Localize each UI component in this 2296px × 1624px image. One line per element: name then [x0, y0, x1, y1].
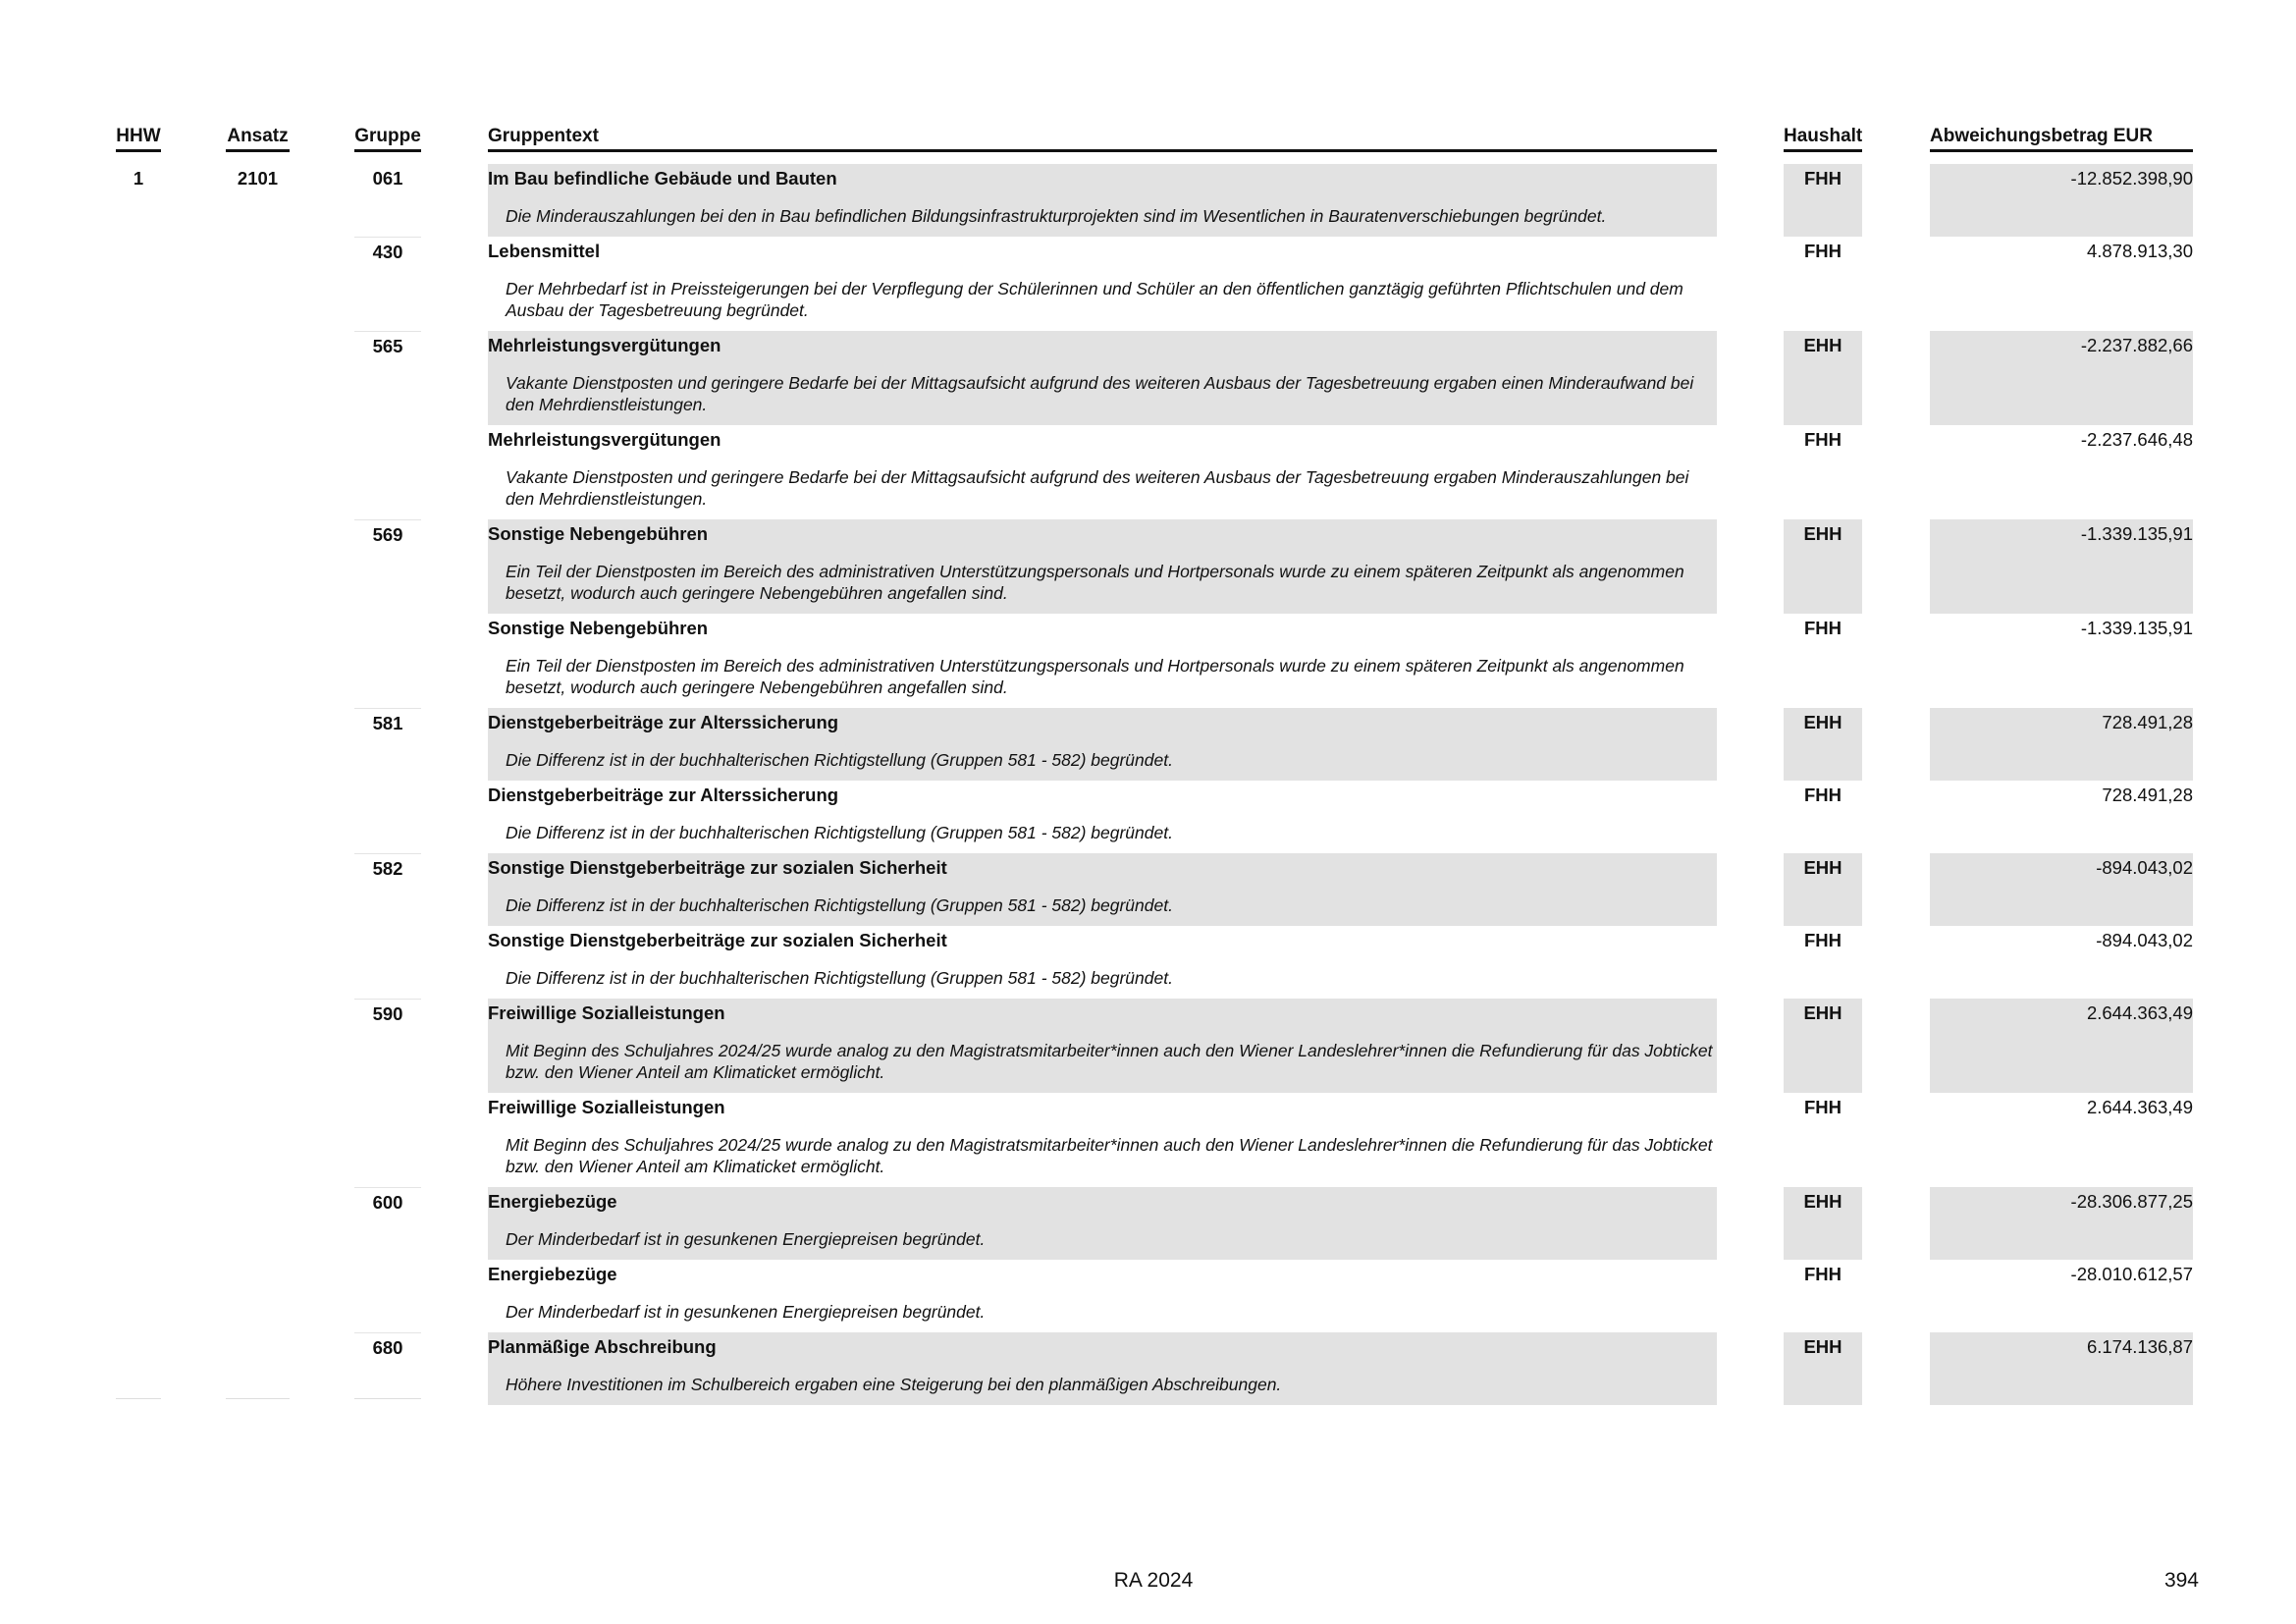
gruppentext-cell — [488, 164, 1717, 237]
amount-value: -1.339.135,91 — [2080, 618, 2193, 638]
table-row — [0, 1187, 2296, 1260]
group-title: Sonstige Nebengebühren — [488, 618, 709, 638]
group-title: Dienstgeberbeiträge zur Alterssicherung — [488, 785, 839, 805]
table-row — [0, 999, 2296, 1093]
amount-value: -12.852.398,90 — [1930, 164, 2193, 237]
gruppentext-cell — [488, 237, 1717, 331]
gruppe-value: 581 — [354, 708, 421, 781]
header-ansatz: Ansatz — [226, 126, 290, 152]
gruppentext-cell — [488, 999, 1717, 1093]
haushalt-value: EHH — [1784, 1332, 1862, 1405]
gruppentext-cell — [488, 331, 1717, 425]
amount-value: -28.306.877,25 — [1930, 1187, 2193, 1260]
group-description: Die Differenz ist in der buchhalterischen Richtigstellung (Gruppen 581 - 582) begründet. — [506, 750, 1173, 770]
amount-value: 2.644.363,49 — [2086, 1097, 2193, 1117]
group-title: Energiebezüge — [488, 1264, 617, 1284]
header-abweichungsbetrag: Abweichungsbetrag EUR — [1930, 126, 2193, 152]
gruppentext-cell — [488, 1187, 1717, 1260]
group-title: Dienstgeberbeiträge zur Alterssicherung — [488, 712, 839, 732]
gruppe-value: 430 — [354, 237, 421, 331]
gruppentext-cell — [488, 1093, 1717, 1187]
ansatz-value: 2101 — [237, 168, 279, 189]
table-row — [0, 519, 2296, 614]
deviation-table — [0, 164, 2296, 1405]
gruppe-value: 061 — [372, 168, 403, 189]
group-description: Ein Teil der Dienstposten im Bereich des administrativen Unterstützungspersonals und Hortpersonals wurde zu einem späteren Zeitpunkt als angenommen besetzt, wodurch auch geringere Nebengebühren angefallen sind. — [506, 656, 1684, 697]
group-title: Energiebezüge — [488, 1191, 617, 1212]
group-title: Sonstige Dienstgeberbeiträge zur sozialen Sicherheit — [488, 930, 947, 950]
table-row — [0, 1093, 2296, 1187]
group-title: Freiwillige Sozialleistungen — [488, 1002, 725, 1023]
gruppentext-cell — [488, 781, 1717, 853]
group-title: Mehrleistungsvergütungen — [488, 429, 721, 450]
haushalt-value: FHH — [1803, 429, 1842, 450]
table-row — [0, 237, 2296, 331]
header-gruppentext: Gruppentext — [488, 126, 1717, 152]
table-row — [0, 926, 2296, 999]
group-description: Die Differenz ist in der buchhalterischen Richtigstellung (Gruppen 581 - 582) begründet. — [506, 895, 1173, 915]
table-end-rule — [354, 1398, 421, 1399]
amount-value: 6.174.136,87 — [1930, 1332, 2193, 1405]
amount-value: -1.339.135,91 — [1930, 519, 2193, 614]
haushalt-value: EHH — [1784, 708, 1862, 781]
table-row — [0, 853, 2296, 926]
header-gruppe: Gruppe — [354, 126, 421, 152]
group-description: Die Differenz ist in der buchhalterischen Richtigstellung (Gruppen 581 - 582) begründet. — [506, 968, 1173, 988]
table-row — [0, 1332, 2296, 1405]
table-row — [0, 1260, 2296, 1332]
gruppe-value: 565 — [354, 331, 421, 425]
gruppentext-cell — [488, 853, 1717, 926]
group-title: Sonstige Nebengebühren — [488, 523, 709, 544]
group-title: Freiwillige Sozialleistungen — [488, 1097, 725, 1117]
group-description: Mit Beginn des Schuljahres 2024/25 wurde analog zu den Magistratsmitarbeiter*innen auch den Wiener Landeslehrer*innen die Refundierung für das Jobticket bzw. den Wiener Anteil am Klimaticket ermöglicht. — [506, 1041, 1713, 1082]
group-description: Der Minderbedarf ist in gesunkenen Energiepreisen begründet. — [506, 1302, 986, 1322]
group-description: Höhere Investitionen im Schulbereich ergaben eine Steigerung bei den planmäßigen Abschreibungen. — [506, 1375, 1282, 1394]
haushalt-value: FHH — [1803, 785, 1842, 805]
haushalt-value: EHH — [1784, 1187, 1862, 1260]
table-row — [0, 425, 2296, 519]
haushalt-value: FHH — [1784, 164, 1862, 237]
group-description: Die Differenz ist in der buchhalterischen Richtigstellung (Gruppen 581 - 582) begründet. — [506, 823, 1173, 842]
hhw-value: 1 — [133, 168, 144, 189]
gruppentext-cell — [488, 1332, 1717, 1405]
gruppe-value: 569 — [354, 519, 421, 614]
amount-value: -2.237.646,48 — [2080, 429, 2193, 450]
haushalt-value: EHH — [1784, 331, 1862, 425]
table-end-rule — [226, 1398, 290, 1399]
group-title: Mehrleistungsvergütungen — [488, 335, 721, 355]
table-row — [0, 331, 2296, 425]
table-row — [0, 708, 2296, 781]
amount-value: 2.644.363,49 — [1930, 999, 2193, 1093]
group-title: Lebensmittel — [488, 241, 601, 261]
amount-value: 728.491,28 — [2102, 785, 2193, 805]
amount-value: 4.878.913,30 — [2086, 241, 2193, 261]
table-row — [0, 164, 2296, 237]
gruppe-value: 600 — [354, 1187, 421, 1260]
page-number: 394 — [2163, 1569, 2199, 1592]
group-description: Ein Teil der Dienstposten im Bereich des administrativen Unterstützungspersonals und Hortpersonals wurde zu einem späteren Zeitpunkt als angenommen besetzt, wodurch auch geringere Nebengebühren angefallen sind. — [506, 562, 1684, 603]
amount-value: -894.043,02 — [2096, 930, 2193, 950]
header-hhw: HHW — [116, 126, 161, 152]
group-description: Der Minderbedarf ist in gesunkenen Energiepreisen begründet. — [506, 1229, 986, 1249]
header-haushalt: Haushalt — [1784, 126, 1862, 152]
haushalt-value: FHH — [1803, 618, 1842, 638]
amount-value: -2.237.882,66 — [1930, 331, 2193, 425]
group-description: Der Mehrbedarf ist in Preissteigerungen bei der Verpflegung der Schülerinnen und Schüler an den öffentlichen ganztägig geführten Pflichtschulen und dem Ausbau der Tagesbetreuung begründet. — [506, 279, 1683, 320]
gruppentext-cell — [488, 519, 1717, 614]
haushalt-value: EHH — [1784, 853, 1862, 926]
amount-value: 728.491,28 — [1930, 708, 2193, 781]
report-label: RA 2024 — [1113, 1569, 1194, 1592]
group-title: Sonstige Dienstgeberbeiträge zur sozialen Sicherheit — [488, 857, 947, 878]
gruppentext-cell — [488, 614, 1717, 708]
group-description: Vakante Dienstposten und geringere Bedarfe bei der Mittagsaufsicht aufgrund des weiteren Ausbaus der Tagesbetreuung ergaben Minderauszahlungen bei den Mehrdienstleistungen. — [506, 467, 1689, 509]
gruppentext-cell — [488, 1260, 1717, 1332]
group-title: Im Bau befindliche Gebäude und Bauten — [488, 168, 837, 189]
gruppentext-cell — [488, 926, 1717, 999]
gruppe-value: 680 — [354, 1332, 421, 1405]
table-row — [0, 614, 2296, 708]
gruppe-value: 582 — [354, 853, 421, 926]
group-title: Planmäßige Abschreibung — [488, 1336, 717, 1357]
haushalt-value: FHH — [1803, 1097, 1842, 1117]
haushalt-value: EHH — [1784, 999, 1862, 1093]
table-end-rule — [116, 1398, 161, 1399]
gruppentext-cell — [488, 425, 1717, 519]
haushalt-value: EHH — [1784, 519, 1862, 614]
group-description: Die Minderauszahlungen bei den in Bau befindlichen Bildungsinfrastrukturprojekten sind im Wesentlichen in Bauratenverschiebungen begründet. — [506, 206, 1607, 226]
group-description: Mit Beginn des Schuljahres 2024/25 wurde analog zu den Magistratsmitarbeiter*innen auch den Wiener Landeslehrer*innen die Refundierung für das Jobticket bzw. den Wiener Anteil am Klimaticket ermöglicht. — [506, 1135, 1713, 1176]
gruppentext-cell — [488, 708, 1717, 781]
haushalt-value: FHH — [1803, 1264, 1842, 1284]
table-row — [0, 781, 2296, 853]
haushalt-value: FHH — [1803, 930, 1842, 950]
group-description: Vakante Dienstposten und geringere Bedarfe bei der Mittagsaufsicht aufgrund des weiteren Ausbaus der Tagesbetreuung ergaben einen Minderaufwand bei den Mehrdienstleistungen. — [506, 373, 1694, 414]
amount-value: -28.010.612,57 — [2070, 1264, 2193, 1284]
haushalt-value: FHH — [1803, 241, 1842, 261]
amount-value: -894.043,02 — [1930, 853, 2193, 926]
gruppe-value: 590 — [354, 999, 421, 1093]
